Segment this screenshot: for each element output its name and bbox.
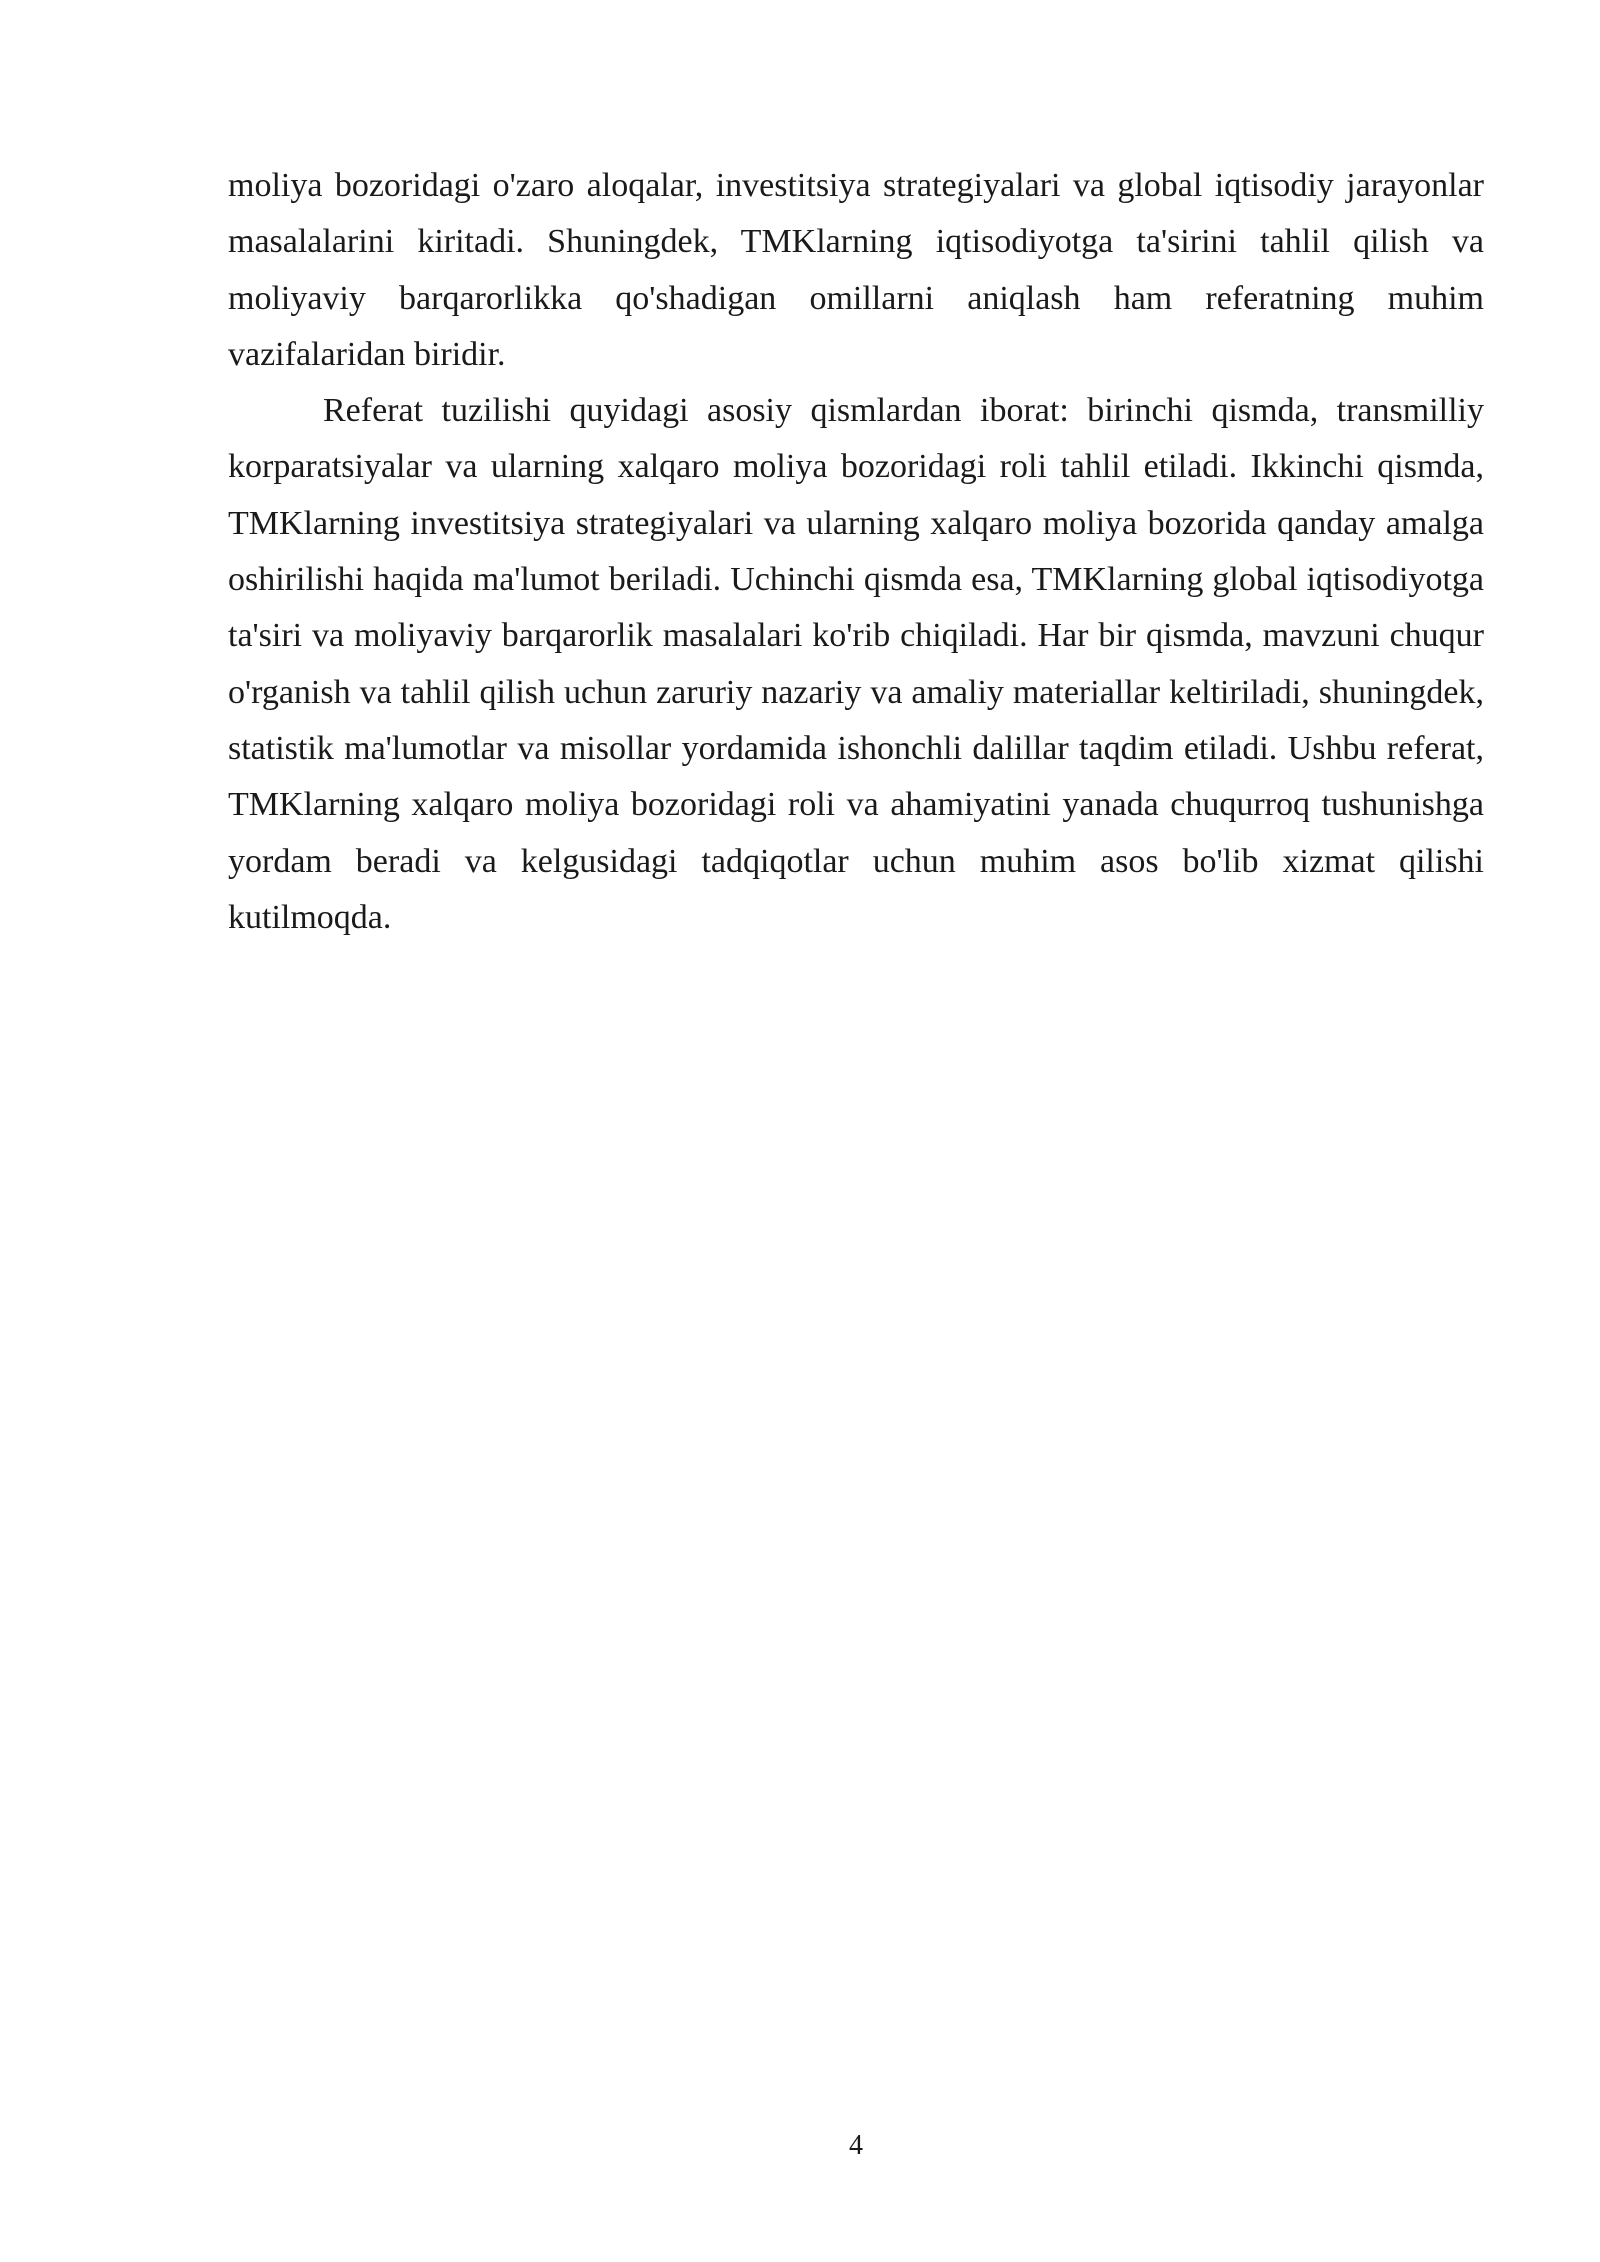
paragraph-structure: Referat tuzilishi quyidagi asosiy qismlardan iborat: birinchi qismda, transmilliy korparatsiyalar va ularning xalqaro moliya bozoridagi roli tahlil etiladi. Ikkinchi qismda, TMKlarning investitsiya strategiyalari va ularning xalqaro moliya bozorida qanday amalga oshirilishi haqida ma'lumot beriladi. Uchinchi qismda esa, TMKlarning global iqtisodiyotga ta'siri va moliyaviy barqarorlik masalalari ko'rib chiqiladi. Har bir qismda, mavzuni chuqur o'rganish va tahlil qilish uchun zaruriy nazariy va amaliy materiallar keltiriladi, shuningdek, statistik ma'lumotlar va misollar yordamida ishonchli dalillar taqdim etiladi. Ushbu referat, TMKlarning xalqaro moliya bozoridagi roli va ahamiyatini yanada chuqurroq tushunishga yordam beradi va kelgusidagi tadqiqotlar uchun muhim asos bo'lib xizmat qilishi kutilmoqda.: [228, 392, 1484, 936]
body-text: [228, 158, 1484, 946]
page-number: 4: [849, 2130, 863, 2161]
paragraph-continuation: moliya bozoridagi o'zaro aloqalar, investitsiya strategiyalari va global iqtisodiy jarayonlar masalalarini kiritadi. Shuningdek, TMKlarning iqtisodiyotga ta'sirini tahlil qilish va moliyaviy barqarorlikka qo'shadigan omillarni aniqlash ham referatning muhim vazifalaridan biridir.: [228, 167, 1484, 373]
